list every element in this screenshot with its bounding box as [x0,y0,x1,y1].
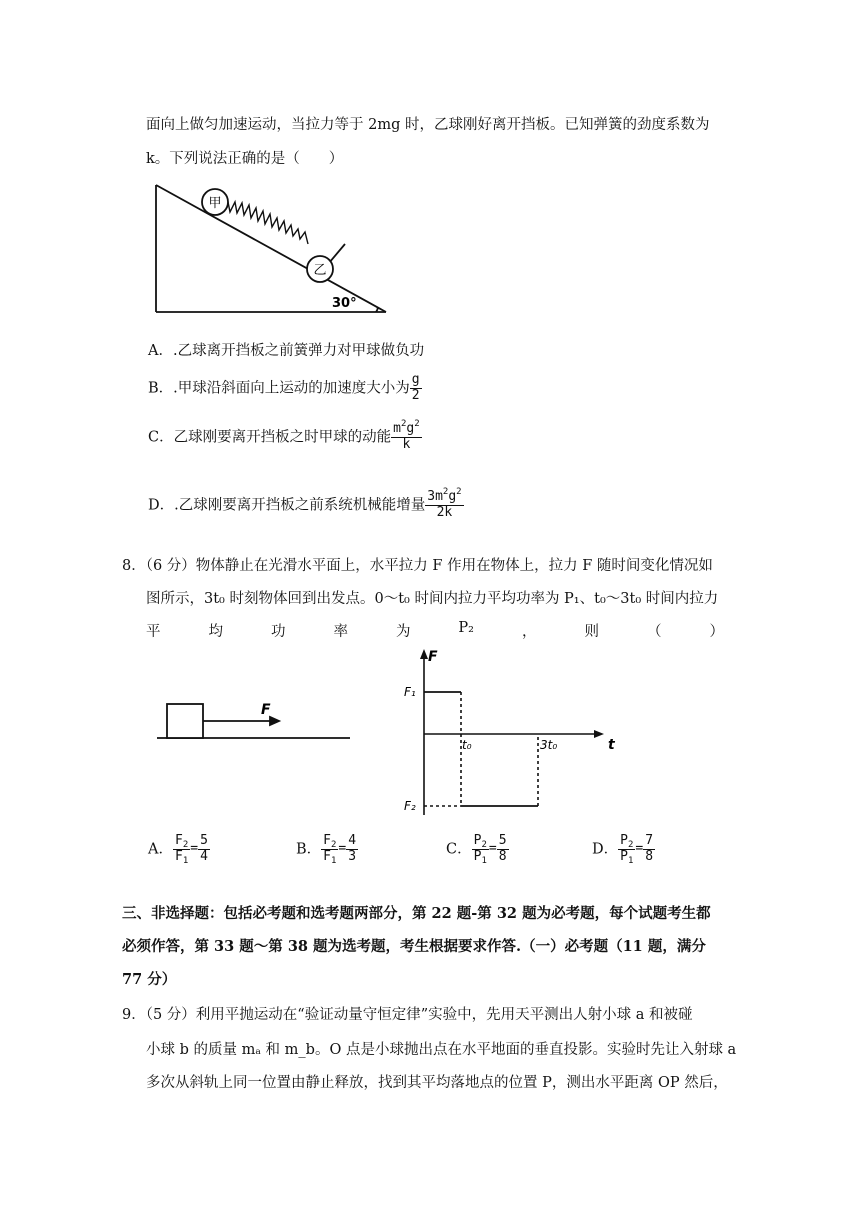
ball-jia-label: 甲 [208,196,222,211]
x-axis-label: t [608,737,615,753]
incline-slope [156,185,386,312]
incline-figure [150,182,395,317]
q8-text-line2: 图所示，3t₀ 时刻物体回到出发点。0～t₀ 时间内拉力平均功率为 P₁、t₀～3t₀ 时间内拉力 [146,591,719,607]
q7-option-b [148,373,422,404]
fraction-value: $\frac{5}{4}$ [200,833,208,864]
option-text: 乙球刚要离开挡板之时甲球的动能 [173,429,392,446]
q8-option-b: B． $\frac{F_2}{F_1}$ = $\frac{4}{3}$ [296,833,357,866]
f1-label: F₁ [404,685,416,699]
numerator: g [411,372,420,387]
q8-text-line3: 平 均 功 率 为 P₂ ， 则 （ ） [146,620,724,640]
q7-text-line2: k。下列说法正确的是（ ） [146,151,344,167]
q7-option-d [148,487,464,521]
force-time-graph [400,645,620,817]
section3-heading-line1: 三、非选择题：包括必考题和选考题两部分，第 22 题-第 32 题为必考题，每个试题考生都 [122,905,711,922]
ball-yi-label: 乙 [313,263,327,278]
numerator: $m^2g^2$ [393,419,420,436]
option-label: A． [148,841,173,858]
denominator: 2 [411,387,420,403]
q9-text-line1: 9．（5 分）利用平抛运动在“验证动量守恒定律”实验中，先用天平测出人射小球 a 和被碰 [122,1007,693,1023]
block [167,704,203,738]
fraction-value: $\frac{7}{8}$ [645,833,654,864]
fraction [425,487,463,521]
option-text: .乙球离开挡板之前簧弹力对甲球做负功 [172,343,425,359]
q7-option-a [148,339,424,360]
q8-text-line1: 8．（6 分）物体静止在光滑水平面上，水平拉力 F 作用在物体上，拉力 F 随时间变化情况如 [122,558,713,574]
fraction: $\frac{P_2}{P_1}$ [620,833,634,866]
block-figure [155,695,355,745]
q7-option-c [148,419,422,453]
option-label: C． [148,429,174,446]
option-label: A． [148,343,173,359]
option-label: D． [148,497,175,514]
numerator: $3m^2g^2$ [427,487,462,504]
option-text: .甲球沿斜面向上运动的加速度大小为 [173,380,410,397]
q9-text-line2: 小球 b 的质量 mₐ 和 m_b。O 点是小球抛出点在水平地面的垂直投影。实验时先让入射球 a [146,1042,737,1058]
3t0-label: 3t₀ [540,738,558,752]
q7-text-line1: 面向上做匀加速运动，当拉力等于 2mg 时，乙球刚好离开挡板。已知弹簧的劲度系数为 [146,117,710,133]
y-axis-label: F [428,649,438,665]
force-label: F [261,702,271,718]
fraction: $\frac{F_2}{F_1}$ [174,833,189,866]
t0-label: t₀ [462,738,472,752]
x-axis-arrowhead-icon [594,730,604,738]
q8-option-c: C． $\frac{P_2}{P_1}$ = $\frac{5}{8}$ [446,833,507,866]
q8-option-d: D． $\frac{P_2}{P_1}$ = $\frac{7}{8}$ [592,833,654,866]
fraction: $\frac{F_2}{F_1}$ [323,833,337,866]
section3-heading-line2: 必须作答，第 33 题～第 38 题为选考题，考生根据要求作答.（一）必考题（11 题，满分 [122,938,706,955]
option-label: B． [148,380,174,397]
fraction [410,373,422,404]
fraction: $\frac{P_2}{P_1}$ [473,833,487,866]
fraction-value: $\frac{5}{8}$ [498,833,507,864]
denominator: 2k [425,505,463,521]
spring-icon [228,202,308,244]
force-arrowhead-icon [270,717,279,725]
fraction-value: $\frac{4}{3}$ [348,833,357,864]
q9-text-line3: 多次从斜轨上同一位置由静止释放，找到其平均落地点的位置 P，测出水平距离 OP 然后， [146,1075,728,1091]
option-label: C． [446,841,472,858]
option-label: D． [592,841,619,858]
y-axis-arrowhead-icon [420,649,428,659]
option-label: B． [296,841,322,858]
denominator: k [391,437,422,453]
option-text: .乙球刚要离开挡板之前系统机械能增量 [174,497,426,514]
f2-label: F₂ [404,799,416,813]
fraction [391,419,422,453]
section3-heading-line3: 77 分） [122,971,177,988]
angle-label: 30° [332,296,357,311]
q8-option-a: A． $\frac{F_2}{F_1}$ = $\frac{5}{4}$ [148,833,208,866]
